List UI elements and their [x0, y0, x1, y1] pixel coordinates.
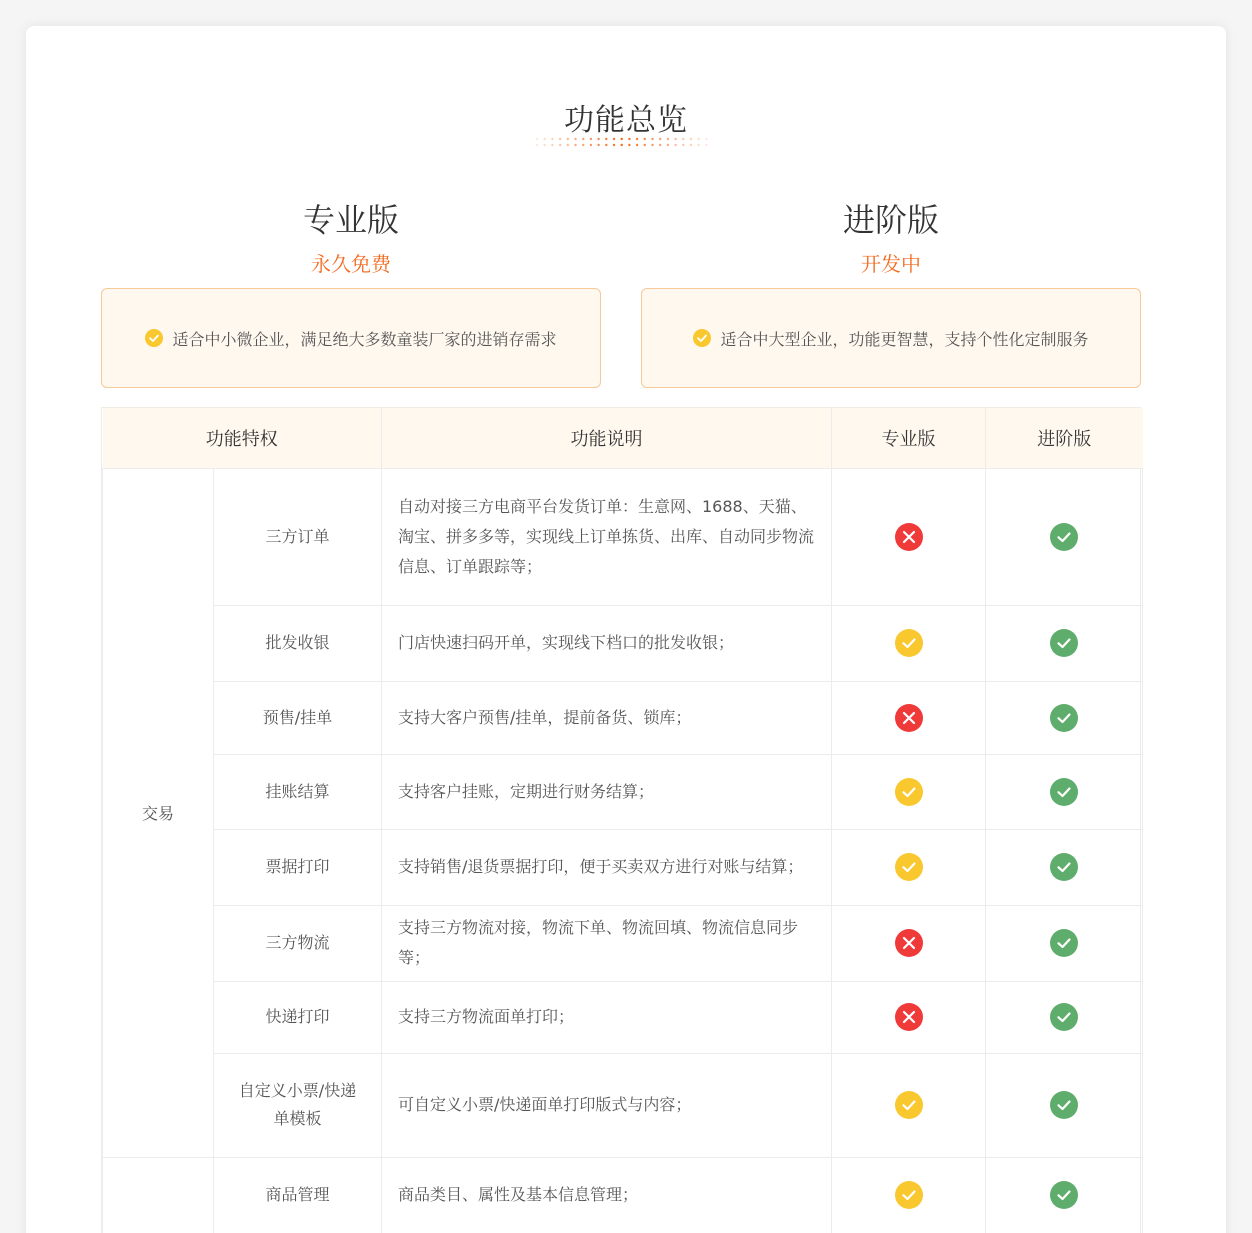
- decoration-dot: [628, 144, 630, 146]
- pro-status-cell: [832, 829, 986, 905]
- decoration-dot: [621, 138, 623, 140]
- decoration-dot: [667, 144, 669, 146]
- decoration-dot: [574, 138, 576, 140]
- pro-status-cell: [832, 905, 986, 981]
- decoration-dot: [605, 144, 607, 146]
- decoration-dot: [544, 138, 546, 140]
- decoration-dot: [667, 138, 669, 140]
- table-row: [103, 605, 1143, 681]
- check-circle-icon: [895, 853, 923, 881]
- decoration-dot: [651, 138, 653, 140]
- decoration-dot: [605, 138, 607, 140]
- table-row: [103, 681, 1143, 754]
- plan-pro-description-box: [101, 288, 601, 388]
- decoration-dot: [682, 138, 684, 140]
- feature-name-cell: 预售/挂单: [214, 681, 382, 754]
- decoration-dot: [690, 144, 692, 146]
- decoration-dot: [551, 138, 553, 140]
- cross-circle-icon: [895, 1003, 923, 1031]
- advanced-status-cell: [986, 829, 1143, 905]
- decoration-dot: [536, 138, 538, 140]
- decoration-dot: [559, 138, 561, 140]
- decoration-dot: [636, 138, 638, 140]
- plan-status: 开发中: [861, 252, 921, 276]
- decoration-dot: [559, 144, 561, 146]
- feature-description-cell: 门店快速扫码开单，实现线下档口的批发收银；: [382, 605, 832, 681]
- check-circle-icon: [1050, 629, 1078, 657]
- advanced-status-cell: [986, 605, 1143, 681]
- decoration-dot: [582, 138, 584, 140]
- decoration-dot: [613, 138, 615, 140]
- decoration-dot: [613, 144, 615, 146]
- feature-table: [101, 407, 1141, 1233]
- table-row: [103, 754, 1143, 829]
- feature-name-cell: 挂账结算: [214, 754, 382, 829]
- decoration-dot: [544, 144, 546, 146]
- pro-status-cell: [832, 981, 986, 1053]
- decoration-dot: [536, 144, 538, 146]
- decoration-dot: [582, 144, 584, 146]
- table-row: [103, 905, 1143, 981]
- decoration-dot: [682, 144, 684, 146]
- feature-name-cell: 自定义小票/快递单模板: [214, 1053, 382, 1157]
- decoration-dot: [674, 144, 676, 146]
- decoration-dot: [597, 144, 599, 146]
- advanced-status-cell: [986, 754, 1143, 829]
- plan-advanced: [641, 196, 1141, 284]
- decoration-dot: [621, 144, 623, 146]
- check-circle-icon: [1050, 704, 1078, 732]
- check-circle-icon: [1050, 1003, 1078, 1031]
- cross-circle-icon: [895, 523, 923, 551]
- pro-status-cell: [832, 1053, 986, 1157]
- check-circle-icon: [145, 329, 163, 347]
- advanced-status-cell: [986, 1157, 1143, 1233]
- category-cell: [103, 1157, 214, 1233]
- category-cell: 交易: [103, 468, 214, 1157]
- decoration-dot: [674, 138, 676, 140]
- page-title: 功能总览: [564, 103, 688, 138]
- table-row: [103, 1053, 1143, 1157]
- decoration-dot: [690, 138, 692, 140]
- decoration-dot: [567, 138, 569, 140]
- feature-name-cell: 快递打印: [214, 981, 382, 1053]
- decoration-dot: [644, 144, 646, 146]
- advanced-status-cell: [986, 681, 1143, 754]
- check-circle-icon: [895, 1181, 923, 1209]
- pro-status-cell: [832, 754, 986, 829]
- title-decoration-dots: [533, 136, 713, 148]
- plan-pro: [101, 196, 601, 284]
- check-circle-icon: [693, 329, 711, 347]
- pro-status-cell: [832, 681, 986, 754]
- cross-circle-icon: [895, 929, 923, 957]
- decoration-dot: [597, 138, 599, 140]
- decoration-dot: [590, 138, 592, 140]
- plan-status: 永久免费: [311, 252, 391, 276]
- column-header-feature: 功能特权: [103, 408, 382, 468]
- decoration-dot: [705, 144, 707, 146]
- check-circle-icon: [1050, 929, 1078, 957]
- plan-name: 专业版: [302, 201, 399, 239]
- check-circle-icon: [895, 629, 923, 657]
- column-header-advanced: 进阶版: [986, 408, 1143, 468]
- feature-name-cell: 三方订单: [214, 468, 382, 605]
- decoration-dot: [590, 144, 592, 146]
- decoration-dot: [698, 144, 700, 146]
- column-header-description: 功能说明: [382, 408, 832, 468]
- decoration-dot: [659, 144, 661, 146]
- feature-name-cell: 批发收银: [214, 605, 382, 681]
- advanced-status-cell: [986, 1053, 1143, 1157]
- feature-description-cell: 支持三方物流对接，物流下单、物流回填、物流信息同步等；: [382, 905, 832, 981]
- feature-description-cell: 支持客户挂账，定期进行财务结算；: [382, 754, 832, 829]
- pro-status-cell: [832, 1157, 986, 1233]
- check-circle-icon: [1050, 523, 1078, 551]
- decoration-dot: [705, 138, 707, 140]
- pro-status-cell: [832, 468, 986, 605]
- table-row: [103, 1157, 1143, 1233]
- feature-description-cell: 支持三方物流面单打印；: [382, 981, 832, 1053]
- feature-name-cell: 商品管理: [214, 1157, 382, 1233]
- column-header-pro: 专业版: [832, 408, 986, 468]
- feature-description-cell: 商品类目、属性及基本信息管理；: [382, 1157, 832, 1233]
- feature-description-cell: 支持大客户预售/挂单，提前备货、锁库；: [382, 681, 832, 754]
- check-circle-icon: [1050, 1181, 1078, 1209]
- decoration-dot: [698, 138, 700, 140]
- decoration-dot: [567, 144, 569, 146]
- feature-name-cell: 三方物流: [214, 905, 382, 981]
- feature-description-cell: 可自定义小票/快递面单打印版式与内容；: [382, 1053, 832, 1157]
- table-row: [103, 829, 1143, 905]
- cross-circle-icon: [895, 704, 923, 732]
- feature-name-cell: 票据打印: [214, 829, 382, 905]
- plan-description: 适合中大型企业，功能更智慧，支持个性化定制服务: [720, 329, 1089, 349]
- feature-description-cell: 支持销售/退货票据打印，便于买卖双方进行对账与结算；: [382, 829, 832, 905]
- decoration-dot: [644, 138, 646, 140]
- advanced-status-cell: [986, 905, 1143, 981]
- advanced-status-cell: [986, 468, 1143, 605]
- check-circle-icon: [895, 778, 923, 806]
- advanced-status-cell: [986, 981, 1143, 1053]
- pro-status-cell: [832, 605, 986, 681]
- decoration-dot: [551, 144, 553, 146]
- decoration-dot: [636, 144, 638, 146]
- decoration-dot: [659, 138, 661, 140]
- decoration-dot: [628, 138, 630, 140]
- check-circle-icon: [1050, 1091, 1078, 1119]
- decoration-dot: [574, 144, 576, 146]
- table-row: [103, 981, 1143, 1053]
- table-header-row: [103, 408, 1143, 468]
- plan-description: 适合中小微企业，满足绝大多数童装厂家的进销存需求: [172, 329, 557, 349]
- check-circle-icon: [1050, 778, 1078, 806]
- plan-name: 进阶版: [842, 201, 939, 239]
- decoration-dot: [651, 144, 653, 146]
- table-row: [103, 468, 1143, 605]
- feature-description-cell: 自动对接三方电商平台发货订单：生意网、1688、天猫、淘宝、拼多多等，实现线上订单拣货、出库、自动同步物流信息、订单跟踪等；: [382, 468, 832, 605]
- check-circle-icon: [895, 1091, 923, 1119]
- feature-overview-card: [26, 26, 1226, 1233]
- plan-advanced-description-box: [641, 288, 1141, 388]
- check-circle-icon: [1050, 853, 1078, 881]
